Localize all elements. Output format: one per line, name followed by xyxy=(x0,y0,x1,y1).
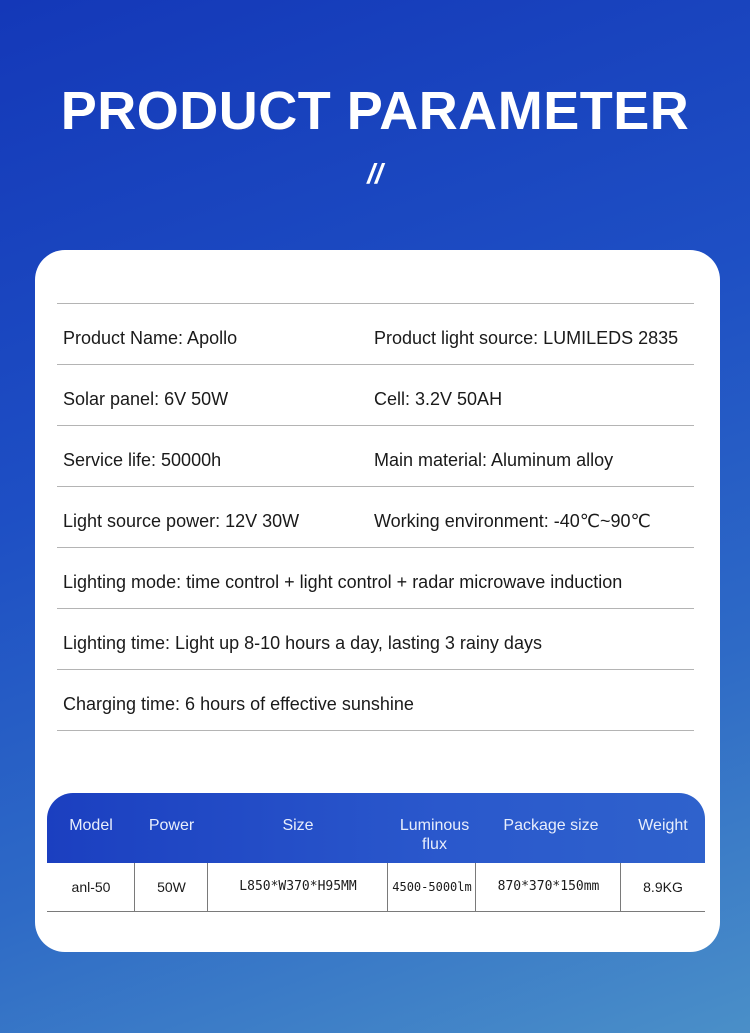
page-title: PRODUCT PARAMETER xyxy=(60,81,690,141)
table-row xyxy=(47,863,705,912)
header-weight: Weight xyxy=(638,817,688,834)
param-lighting-mode: Lighting mode: time control + light control + radar microwave induction xyxy=(63,572,623,592)
header-flux: flux xyxy=(422,836,447,853)
param-light-source: Product light source: LUMILEDS 2835 xyxy=(374,328,679,348)
cell-model: anl-50 xyxy=(71,879,111,895)
param-product-name: Product Name: Apollo xyxy=(63,328,238,348)
param-main-material: Main material: Aluminum alloy xyxy=(374,450,614,470)
param-light-source-power: Light source power: 12V 30W xyxy=(63,511,300,531)
param-row xyxy=(57,304,694,365)
param-row xyxy=(57,426,694,487)
header-model: Model xyxy=(69,817,113,834)
param-row xyxy=(57,487,694,548)
param-row xyxy=(57,670,694,731)
param-row xyxy=(57,548,694,609)
cell-package-size: 870*370*150mm xyxy=(497,879,600,894)
cell-weight: 8.9KG xyxy=(643,879,683,895)
param-working-environment: Working environment: -40℃~90℃ xyxy=(374,511,651,531)
header-size: Size xyxy=(282,817,314,834)
parameter-list xyxy=(57,303,694,731)
header-package-size: Package size xyxy=(503,817,599,834)
spec-table-header xyxy=(47,793,705,863)
cell-size: L850*W370*H95MM xyxy=(239,879,357,894)
param-solar-panel: Solar panel: 6V 50W xyxy=(63,389,229,409)
header-luminous: Luminous xyxy=(399,817,470,834)
header-power: Power xyxy=(148,817,195,834)
cell-flux: 4500-5000lm xyxy=(392,880,472,894)
param-row xyxy=(57,609,694,670)
param-cell: Cell: 3.2V 50AH xyxy=(374,389,503,409)
spec-table xyxy=(47,793,705,912)
cell-power: 50W xyxy=(157,879,186,895)
param-charging-time: Charging time: 6 hours of effective sunshine xyxy=(63,694,414,714)
param-row xyxy=(57,365,694,426)
param-service-life: Service life: 50000h xyxy=(63,450,222,470)
param-lighting-time: Lighting time: Light up 8-10 hours a day, lasting 3 rainy days xyxy=(63,633,542,653)
parameter-card xyxy=(35,250,720,952)
title-decoration: // xyxy=(367,158,383,189)
